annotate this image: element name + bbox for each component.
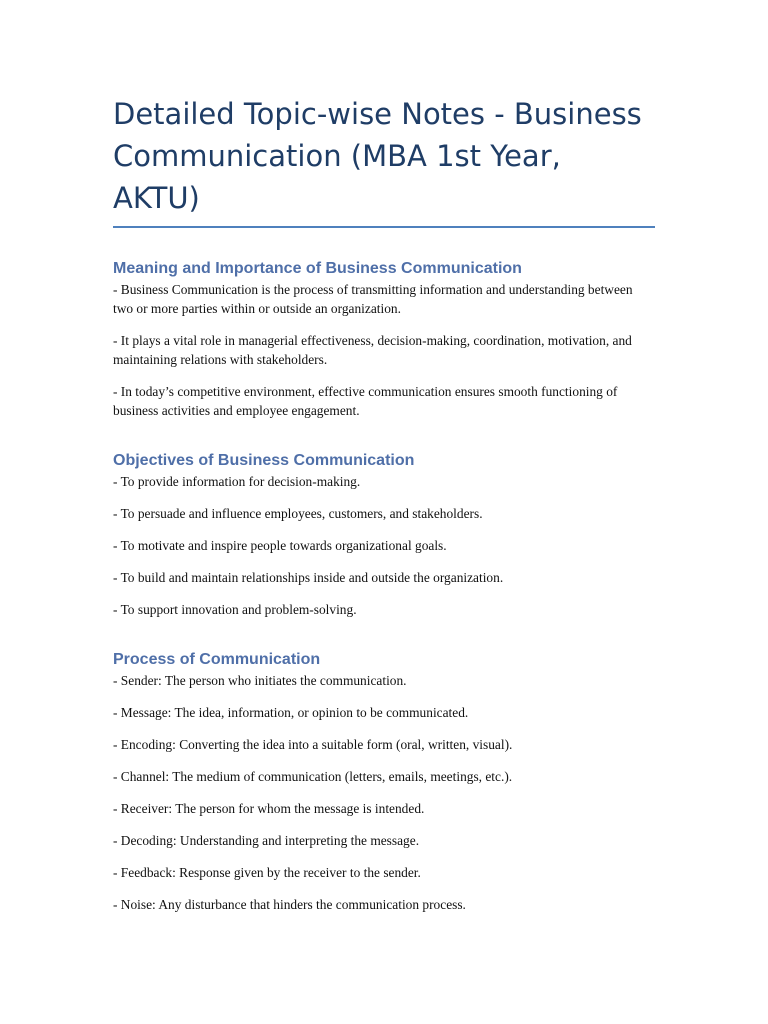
paragraph: - To build and maintain relationships inside and outside the organization. (113, 570, 504, 585)
section-meaning-importance (113, 258, 655, 420)
title-underline-divider (113, 226, 655, 228)
section-objectives (113, 450, 655, 619)
paragraph: - To persuade and influence employees, customers, and stakeholders. (113, 506, 483, 521)
paragraph: - Business Communication is the process of transmitting information and understanding between two or more parties within or outside an organization. (113, 282, 633, 316)
paragraph: - Sender: The person who initiates the communication. (113, 673, 407, 688)
paragraph: - Encoding: Converting the idea into a suitable form (oral, written, visual). (113, 737, 513, 752)
section-heading: Objectives of Business Communication (113, 452, 415, 469)
paragraph: - Feedback: Response given by the receiver to the sender. (113, 865, 421, 880)
paragraph: - To motivate and inspire people towards organizational goals. (113, 538, 447, 553)
paragraph: - Decoding: Understanding and interpreting the message. (113, 833, 420, 848)
paragraph: - Message: The idea, information, or opinion to be communicated. (113, 705, 469, 720)
paragraph: - Channel: The medium of communication (letters, emails, meetings, etc.). (113, 769, 513, 784)
paragraph: - To provide information for decision-making. (113, 474, 361, 489)
document-page (113, 93, 655, 927)
paragraph: - It plays a vital role in managerial effectiveness, decision-making, coordination, motivation, and maintaining relations with stakeholders. (113, 333, 632, 367)
paragraph: - Noise: Any disturbance that hinders the communication process. (113, 897, 466, 912)
section-heading: Process of Communication (113, 651, 321, 668)
document-title: Detailed Topic-wise Notes - Business Communication (MBA 1st Year, AKTU) (113, 97, 642, 215)
paragraph: - Receiver: The person for whom the message is intended. (113, 801, 425, 816)
section-process (113, 649, 655, 914)
paragraph: - In today’s competitive environment, effective communication ensures smooth functioning of business activities and employee engagement. (113, 384, 618, 418)
paragraph: - To support innovation and problem-solving. (113, 602, 357, 617)
section-heading: Meaning and Importance of Business Communication (113, 260, 522, 277)
